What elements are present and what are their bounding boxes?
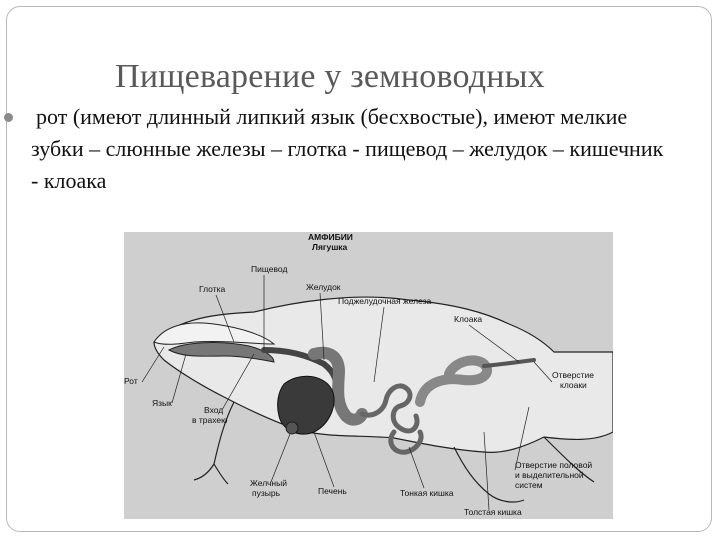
label-zhelchny-1: Желчный xyxy=(250,478,287,488)
label-otverstie-kloaki-1: Отверстие xyxy=(552,370,594,380)
label-otverstie-polovoy-1: Отверстие половой xyxy=(515,460,593,470)
bullet-marker xyxy=(4,113,13,122)
slide-title: Пищеварение у земноводных xyxy=(115,58,545,95)
label-otverstie-kloaki-2: клоаки xyxy=(560,380,587,390)
frog-digestion-diagram xyxy=(124,232,613,519)
label-rot: Рот xyxy=(124,376,138,386)
label-tolstaya-kishka: Толстая кишка xyxy=(464,507,522,517)
diagram-heading-class: АМФИБИИ xyxy=(308,232,353,242)
diagram-heading-animal: Лягушка xyxy=(312,242,348,252)
label-zhelchny-2: пузырь xyxy=(252,488,281,498)
label-podzheludochnaya: Поджелудочная железа xyxy=(338,296,432,306)
label-vkhod-1: Вход xyxy=(204,405,224,415)
label-otverstie-polovoy-3: систем xyxy=(515,480,543,490)
label-pishchevod: Пищевод xyxy=(251,264,288,274)
label-kloaka: Клоака xyxy=(454,314,483,324)
label-tonkaya-kishka: Тонкая кишка xyxy=(400,488,454,498)
bullet-text: рот (имеют длинный липкий язык (бесхвостые), имеют мелкие зубки – слюнные железы – глотка - пищевод – желудок – кишечник - клоака xyxy=(31,104,664,193)
label-yazyk: Язык xyxy=(152,398,172,408)
gall-bladder-shape xyxy=(286,422,298,434)
label-glotka: Глотка xyxy=(199,284,226,294)
label-otverstie-polovoy-2: и выделительной xyxy=(515,470,584,480)
label-vkhod-2: в трахею xyxy=(192,415,228,425)
label-zheludok: Желудок xyxy=(306,282,341,292)
label-pechen: Печень xyxy=(318,486,347,496)
